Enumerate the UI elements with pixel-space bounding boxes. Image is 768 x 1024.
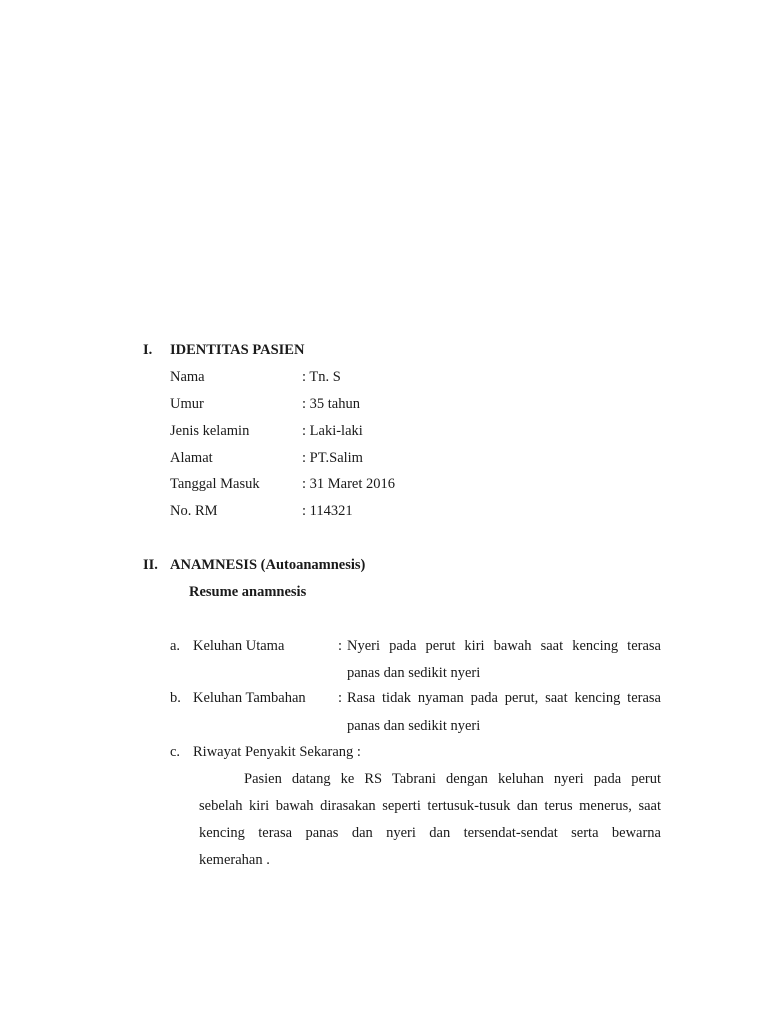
field-value-tanggal-masuk: : 31 Maret 2016 <box>302 476 396 492</box>
item-c-letter: c. <box>170 744 181 760</box>
field-value-nama: : Tn. S <box>302 369 341 385</box>
field-value-umur: : 35 tahun <box>302 396 360 412</box>
item-c-label: Riwayat Penyakit Sekarang : <box>193 744 361 760</box>
field-label-alamat: Alamat <box>170 450 213 466</box>
paragraph-line-4: kemerahan . <box>199 852 270 868</box>
paragraph-line-2: sebelah kiri bawah dirasakan seperti tertusuk-tusuk dan terus menerus, saat <box>199 798 661 814</box>
item-a-colon: : <box>338 638 343 654</box>
field-label-umur: Umur <box>170 396 204 412</box>
section-1-numeral: I. <box>143 342 153 358</box>
field-label-jenis-kelamin: Jenis kelamin <box>170 423 250 439</box>
field-label-no-rm: No. RM <box>170 503 218 519</box>
section-2-title: ANAMNESIS (Autoanamnesis) <box>170 557 366 573</box>
field-label-tanggal-masuk: Tanggal Masuk <box>170 476 260 492</box>
paragraph-line-3: kencing terasa panas dan nyeri dan tersendat-sendat serta bewarna <box>199 825 661 841</box>
item-b-colon: : <box>338 690 343 706</box>
item-a-line-1: Nyeri pada perut kiri bawah saat kencing terasa <box>347 638 661 654</box>
field-value-no-rm: : 114321 <box>302 503 353 519</box>
item-b-line-2: panas dan sedikit nyeri <box>347 718 481 734</box>
paragraph-line-1: Pasien datang ke RS Tabrani dengan keluhan nyeri pada perut <box>244 771 661 787</box>
field-value-alamat: : PT.Salim <box>302 450 363 466</box>
item-b-line-1: Rasa tidak nyaman pada perut, saat kencing terasa <box>347 690 661 706</box>
item-b-label: Keluhan Tambahan <box>193 690 306 706</box>
section-1-title: IDENTITAS PASIEN <box>170 342 305 358</box>
section-2-numeral: II. <box>143 557 158 573</box>
section-2-subtitle: Resume anamnesis <box>189 584 307 600</box>
field-label-nama: Nama <box>170 369 205 385</box>
item-a-label: Keluhan Utama <box>193 638 285 654</box>
field-value-jenis-kelamin: : Laki-laki <box>302 423 363 439</box>
item-a-line-2: panas dan sedikit nyeri <box>347 665 481 681</box>
item-b-letter: b. <box>170 690 181 706</box>
item-a-letter: a. <box>170 638 181 654</box>
